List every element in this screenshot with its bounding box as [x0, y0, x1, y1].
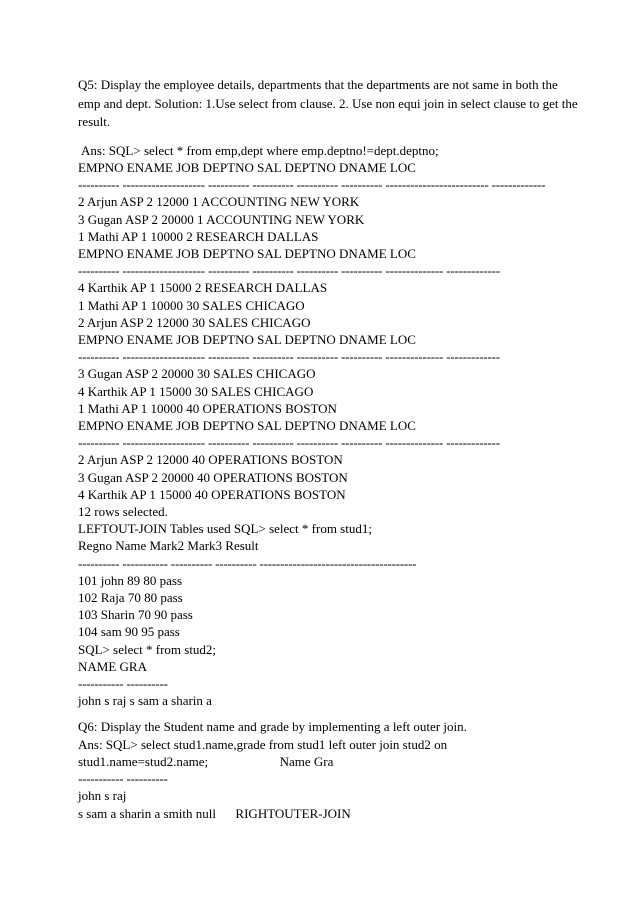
q6-question: Q6: Display the Student name and grade by implementing a left outer join.	[78, 719, 467, 735]
table-row: 103 Sharin 70 90 pass	[78, 607, 193, 623]
q6-answer-query: Ans: SQL> select stud1.name,grade from stud1 left outer join stud2 on	[78, 736, 448, 752]
table-row: 2 Arjun ASP 2 12000 40 OPERATIONS BOSTON	[78, 452, 343, 468]
q6-answer-query-continued: stud1.name=stud2.name; Name Gra	[78, 753, 334, 769]
table-separator: ---------- -------------------- ---------- ---------- ---------- ---------- ------------------------- -------------	[78, 177, 546, 193]
q5-answer-block	[78, 142, 578, 710]
table-header: EMPNO ENAME JOB DEPTNO SAL DEPTNO DNAME LOC	[78, 159, 416, 175]
q6-block	[78, 718, 578, 821]
table-separator: ---------- -------------------- ---------- ---------- ---------- ---------- -------------- -------------	[78, 349, 500, 365]
rows-selected-text: 12 rows selected.	[78, 504, 168, 520]
table-header: Regno Name Mark2 Mark3 Result	[78, 538, 259, 554]
q5-answer-query: Ans: SQL> select * from emp,dept where emp.deptno!=dept.deptno;	[81, 142, 439, 158]
table-row: 102 Raja 70 80 pass	[78, 590, 183, 606]
table-row: s sam a sharin a smith null RIGHTOUTER-JOIN	[78, 805, 351, 821]
table-row: john s raj	[78, 788, 127, 804]
table-row: 2 Arjun ASP 2 12000 30 SALES CHICAGO	[78, 314, 311, 330]
table-row: 3 Gugan ASP 2 20000 30 SALES CHICAGO	[78, 366, 316, 382]
table-row: 1 Mathi AP 1 10000 40 OPERATIONS BOSTON	[78, 400, 337, 416]
table-separator: ----------- ----------	[78, 676, 168, 692]
table-row: 2 Arjun ASP 2 12000 1 ACCOUNTING NEW YORK	[78, 194, 360, 210]
table-separator: ---------- -------------------- ---------- ---------- ---------- ---------- -------------- -------------	[78, 263, 500, 279]
document-page	[78, 76, 578, 822]
table-row: 3 Gugan ASP 2 20000 40 OPERATIONS BOSTON	[78, 469, 348, 485]
table-row: 3 Gugan ASP 2 20000 1 ACCOUNTING NEW YORK	[78, 211, 365, 227]
sql-query-line: SQL> select * from stud2;	[78, 641, 217, 657]
table-row: 4 Karthik AP 1 15000 2 RESEARCH DALLAS	[78, 280, 328, 296]
table-header: EMPNO ENAME JOB DEPTNO SAL DEPTNO DNAME LOC	[78, 332, 416, 348]
table-row: 4 Karthik AP 1 15000 40 OPERATIONS BOSTON	[78, 486, 346, 502]
table-row: 104 sam 90 95 pass	[78, 624, 180, 640]
left-outer-join-heading: LEFTOUT-JOIN Tables used SQL> select * from stud1;	[78, 521, 372, 537]
q5-question-paragraph: Q5: Display the employee details, departments that the departments are not same in both the emp and dept. Solution: 1.Use select from clause. 2. Use non equi join in select clause to get the result.	[78, 77, 578, 130]
table-header: EMPNO ENAME JOB DEPTNO SAL DEPTNO DNAME LOC	[78, 246, 416, 261]
table-row: 1 Mathi AP 1 10000 2 RESEARCH DALLAS	[78, 228, 319, 244]
table-separator: ---------- -------------------- ---------- ---------- ---------- ---------- -------------- -------------	[78, 435, 500, 451]
table-row: john s raj s sam a sharin a	[78, 693, 212, 709]
table-header: NAME GRA	[78, 658, 147, 674]
table-separator: ----------- ----------	[78, 771, 168, 787]
table-row: 101 john 89 80 pass	[78, 572, 182, 588]
table-header: EMPNO ENAME JOB DEPTNO SAL DEPTNO DNAME LOC	[78, 418, 416, 434]
table-row: 4 Karthik AP 1 15000 30 SALES CHICAGO	[78, 383, 314, 399]
table-separator: ---------- ----------- ---------- ---------- --------------------------------------	[78, 555, 417, 571]
table-row: 1 Mathi AP 1 10000 30 SALES CHICAGO	[78, 297, 305, 313]
